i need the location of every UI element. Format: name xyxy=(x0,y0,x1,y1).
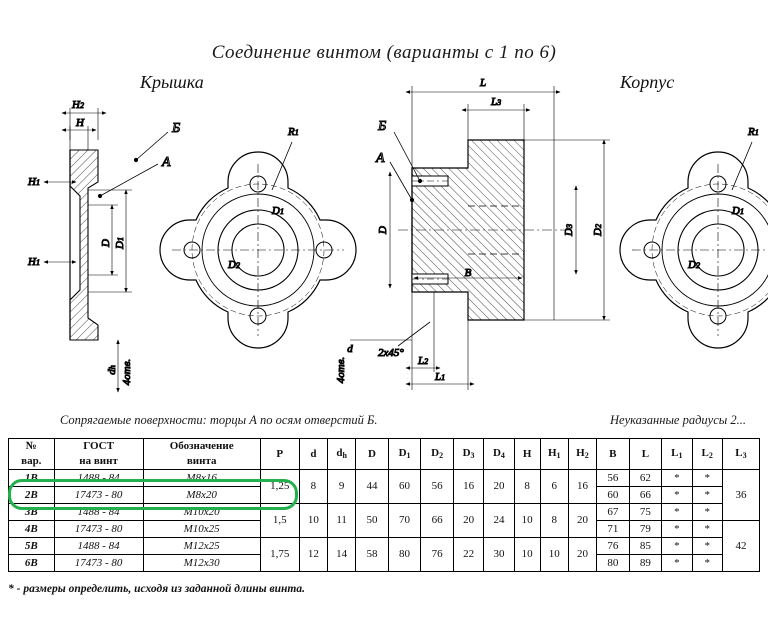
cell-screw: М10х25 xyxy=(143,521,260,538)
col-gost-l1: ГОСТ xyxy=(83,440,114,452)
cell-gost: 17473 - 80 xyxy=(54,487,143,504)
svg-text:R1: R1 xyxy=(288,126,299,138)
cell-D: 58 xyxy=(356,538,389,572)
svg-text:d: d xyxy=(347,343,353,355)
page-title: Соединение винтом (варианты с 1 по 6) xyxy=(211,42,557,63)
svg-text:А: А xyxy=(376,151,385,166)
col-screw-l2: винта xyxy=(186,455,217,467)
cell-var: 6В xyxy=(9,555,55,572)
cell-d: 12 xyxy=(299,538,327,572)
cell-dh: 14 xyxy=(328,538,356,572)
cell-var: 4В xyxy=(9,521,55,538)
cell-B: 60 xyxy=(597,487,630,504)
cell-L1: * xyxy=(662,504,692,521)
cell-L1: * xyxy=(662,487,692,504)
cell-H: 10 xyxy=(514,538,540,572)
svg-text:dh: dh xyxy=(106,365,118,375)
svg-text:L3: L3 xyxy=(490,96,502,108)
svg-text:4отв.: 4отв. xyxy=(335,356,347,384)
spec-table xyxy=(8,438,760,572)
svg-text:R1: R1 xyxy=(748,126,759,138)
table-row[interactable] xyxy=(9,470,760,487)
cell-H2: 20 xyxy=(568,504,596,538)
cell-gost: 1488 - 84 xyxy=(54,470,143,487)
cell-L3: 42 xyxy=(722,521,759,572)
cell-P: 1,5 xyxy=(260,504,299,538)
svg-text:D2: D2 xyxy=(688,259,700,271)
cell-B: 76 xyxy=(597,538,630,555)
col-B: B xyxy=(597,439,630,470)
col-D2: $D_2$ xyxy=(421,439,454,470)
svg-text:L: L xyxy=(479,77,487,89)
col-P: P xyxy=(260,439,299,470)
cell-H1: 10 xyxy=(540,538,568,572)
cell-L3: 36 xyxy=(722,470,759,521)
col-L1: $L_1$ xyxy=(662,439,692,470)
cell-var: 2В xyxy=(9,487,55,504)
cell-screw: М10х20 xyxy=(143,504,260,521)
cell-L: 79 xyxy=(629,521,662,538)
col-var-l2: вар. xyxy=(21,455,42,467)
label-korpus: Корпус xyxy=(620,72,675,92)
table-header-row xyxy=(9,439,760,470)
svg-text:B: B xyxy=(464,267,472,279)
col-gost-l2: на винт xyxy=(79,455,118,467)
cell-H2: 16 xyxy=(568,470,596,504)
svg-text:D2: D2 xyxy=(592,224,604,236)
col-L: L xyxy=(629,439,662,470)
cell-D4: 20 xyxy=(484,470,514,504)
note-unspecified-radii: Неуказанные радиусы 2... xyxy=(610,413,746,427)
spec-table-wrapper xyxy=(8,438,760,572)
cell-L: 89 xyxy=(629,555,662,572)
cell-P: 1,25 xyxy=(260,470,299,504)
svg-text:4отв.: 4отв. xyxy=(121,358,133,386)
col-screw xyxy=(143,439,260,470)
svg-text:D1: D1 xyxy=(272,205,284,217)
cell-D3: 20 xyxy=(453,504,483,538)
svg-text:H2: H2 xyxy=(72,99,84,111)
cell-L2: * xyxy=(692,555,722,572)
cell-D2: 56 xyxy=(421,470,454,504)
col-D4: $D_4$ xyxy=(484,439,514,470)
cell-dh: 11 xyxy=(328,504,356,538)
cell-B: 67 xyxy=(597,504,630,521)
cell-L: 62 xyxy=(629,470,662,487)
col-L2: $L_2$ xyxy=(692,439,722,470)
col-var-l1: № xyxy=(25,440,37,452)
svg-text:D1: D1 xyxy=(114,237,126,249)
cell-B: 71 xyxy=(597,521,630,538)
cell-L1: * xyxy=(662,521,692,538)
cell-B: 56 xyxy=(597,470,630,487)
cell-d: 10 xyxy=(299,504,327,538)
label-krishka: Крышка xyxy=(140,72,204,92)
cell-screw: М8х20 xyxy=(143,487,260,504)
cell-D3: 22 xyxy=(453,538,483,572)
svg-text:D2: D2 xyxy=(228,259,240,271)
cell-L2: * xyxy=(692,504,722,521)
cell-L: 85 xyxy=(629,538,662,555)
cell-D: 50 xyxy=(356,504,389,538)
svg-text:H: H xyxy=(76,117,84,129)
cell-gost: 1488 - 84 xyxy=(54,504,143,521)
cell-screw: М12х30 xyxy=(143,555,260,572)
cell-screw: М12х25 xyxy=(143,538,260,555)
svg-text:Б: Б xyxy=(172,121,181,136)
svg-text:L1: L1 xyxy=(434,371,446,383)
cell-L: 75 xyxy=(629,504,662,521)
cell-gost: 1488 - 84 xyxy=(54,538,143,555)
svg-text:L2: L2 xyxy=(417,355,429,367)
svg-text:H1: H1 xyxy=(28,256,40,268)
svg-text:D1: D1 xyxy=(732,205,744,217)
cell-var: 5В xyxy=(9,538,55,555)
cell-B: 80 xyxy=(597,555,630,572)
cell-D3: 16 xyxy=(453,470,483,504)
table-row[interactable] xyxy=(9,504,760,521)
note-mating-surfaces: Сопрягаемые поверхности: торцы А по осям отверстий Б. xyxy=(60,413,378,427)
svg-text:D: D xyxy=(377,226,389,234)
cell-L1: * xyxy=(662,538,692,555)
cell-L2: * xyxy=(692,538,722,555)
cell-var: 3В xyxy=(9,504,55,521)
col-D1: $D_1$ xyxy=(388,439,421,470)
cell-L1: * xyxy=(662,555,692,572)
cell-H1: 6 xyxy=(540,470,568,504)
svg-text:D: D xyxy=(100,239,112,247)
cell-D1: 70 xyxy=(388,504,421,538)
cell-d: 8 xyxy=(299,470,327,504)
cell-L1: * xyxy=(662,470,692,487)
table-footnote: * - размеры определить, исходя из заданной длины винта. xyxy=(8,583,305,595)
cell-D4: 24 xyxy=(484,504,514,538)
cell-L2: * xyxy=(692,487,722,504)
svg-text:H1: H1 xyxy=(28,176,40,188)
cell-L2: * xyxy=(692,470,722,487)
cell-dh: 9 xyxy=(328,470,356,504)
cell-D2: 66 xyxy=(421,504,454,538)
cell-H: 10 xyxy=(514,504,540,538)
cell-H2: 20 xyxy=(568,538,596,572)
cell-P: 1,75 xyxy=(260,538,299,572)
cell-gost: 17473 - 80 xyxy=(54,555,143,572)
cell-L2: * xyxy=(692,521,722,538)
cell-H1: 8 xyxy=(540,504,568,538)
cell-var: 1В xyxy=(9,470,55,487)
col-var xyxy=(9,439,55,470)
svg-text:Б: Б xyxy=(378,119,387,134)
cell-L: 66 xyxy=(629,487,662,504)
col-D3: $D_3$ xyxy=(453,439,483,470)
cell-D1: 80 xyxy=(388,538,421,572)
col-D: D xyxy=(356,439,389,470)
cell-gost: 17473 - 80 xyxy=(54,521,143,538)
cell-screw: М8х16 xyxy=(143,470,260,487)
svg-text:А: А xyxy=(162,155,171,170)
cell-D4: 30 xyxy=(484,538,514,572)
col-screw-l1: Обозначение xyxy=(169,440,234,452)
col-d: d xyxy=(299,439,327,470)
col-H1: $H_1$ xyxy=(540,439,568,470)
svg-text:D3: D3 xyxy=(563,224,575,236)
svg-text:2х45°: 2х45° xyxy=(378,347,404,359)
cell-H: 8 xyxy=(514,470,540,504)
cell-D2: 76 xyxy=(421,538,454,572)
col-H: H xyxy=(514,439,540,470)
table-row[interactable] xyxy=(9,538,760,555)
cell-D: 44 xyxy=(356,470,389,504)
col-dh: $d_h$ xyxy=(328,439,356,470)
col-L3: $L_3$ xyxy=(722,439,759,470)
col-gost xyxy=(54,439,143,470)
col-H2: $H_2$ xyxy=(568,439,596,470)
cell-D1: 60 xyxy=(388,470,421,504)
